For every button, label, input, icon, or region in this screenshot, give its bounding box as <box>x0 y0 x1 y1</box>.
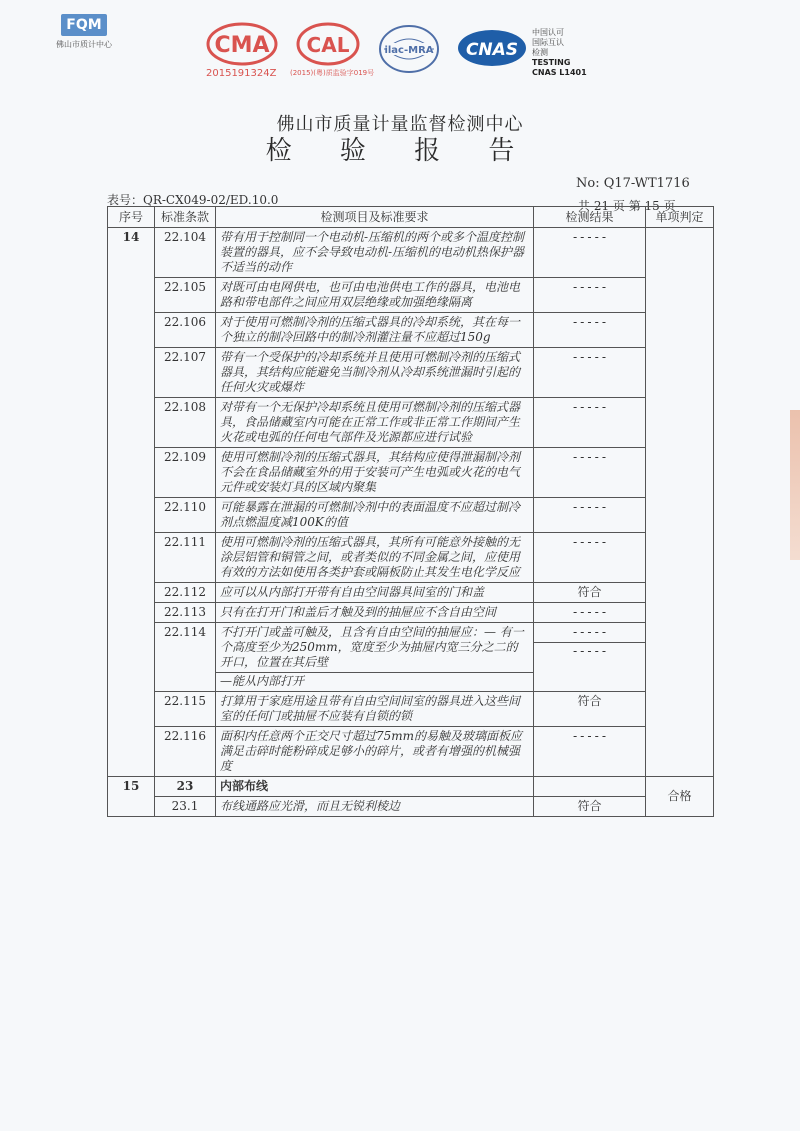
cnas-text-block <box>532 28 587 78</box>
clause-cell: 22.106 <box>155 313 216 348</box>
page-edge-mark <box>790 410 800 560</box>
page-info: 共 21 页 第 15 页 <box>578 199 676 213</box>
clause-cell: 22.111 <box>155 533 216 583</box>
fqm-caption: 佛山市质计中心 <box>56 40 112 49</box>
result-cell <box>534 533 646 583</box>
item-cell <box>216 398 534 448</box>
report-number: No: Q17-WT1716 <box>576 176 690 191</box>
cnas-line-3: 检测 <box>532 48 548 57</box>
svg-text:CNAS: CNAS <box>465 40 519 60</box>
result-text: ----- <box>571 535 608 549</box>
result-text: ----- <box>571 729 608 743</box>
item-subtext: —能从内部打开 <box>216 672 533 689</box>
item-cell <box>216 623 534 692</box>
cal-logo-icon <box>296 22 360 66</box>
item-cell <box>216 603 534 623</box>
item-cell <box>216 797 534 817</box>
result-cell <box>534 777 646 797</box>
result-cell <box>534 278 646 313</box>
item-text: 打算用于家庭用途且带有自由空间间室的器具进入这些间室的任何门或抽屉不应装有自锁的锁 <box>220 694 521 723</box>
item-cell <box>216 498 534 533</box>
result-text: 符合 <box>577 694 602 708</box>
result-cell <box>534 228 646 278</box>
cma-caption: 2015191324Z <box>206 68 277 79</box>
result-text: ----- <box>571 400 608 414</box>
result-text: 符合 <box>577 799 602 813</box>
clause-cell: 22.105 <box>155 278 216 313</box>
table-row <box>108 692 714 727</box>
header-seq: 序号 <box>108 207 155 228</box>
inspection-table <box>107 206 714 817</box>
table-row <box>108 533 714 583</box>
result-text: ----- <box>571 605 608 619</box>
result-text: ----- <box>571 230 608 244</box>
organization-name: 佛山市质量计量监督检测中心 <box>276 114 524 135</box>
cnas-line-1: 中国认可 <box>532 28 564 37</box>
result-cell <box>534 313 646 348</box>
fqm-logo <box>54 14 114 50</box>
clause-cell: 22.110 <box>155 498 216 533</box>
clause-cell: 22.113 <box>155 603 216 623</box>
result-cell <box>534 583 646 603</box>
clause-cell: 22.114 <box>155 623 216 692</box>
result-subtext: ----- <box>534 642 645 659</box>
table-row <box>108 623 714 692</box>
cal-caption: (2015)(粤)质监验字019号 <box>290 69 375 77</box>
verdict-cell <box>646 228 714 777</box>
header-verdict: 单项判定 <box>646 207 714 228</box>
item-cell <box>216 348 534 398</box>
header-clause: 标准条款 <box>155 207 216 228</box>
item-text: 内部布线 <box>220 779 269 793</box>
seq-cell: 14 <box>108 228 155 777</box>
item-cell <box>216 448 534 498</box>
table-row <box>108 797 714 817</box>
clause-cell: 23 <box>155 777 216 797</box>
item-cell <box>216 278 534 313</box>
table-row <box>108 313 714 348</box>
table-row <box>108 228 714 278</box>
item-text: 只有在打开门和盖后才触及到的抽屉应不含自由空间 <box>220 605 497 619</box>
clause-cell: 22.107 <box>155 348 216 398</box>
item-text: 对带有一个无保护冷却系统且使用可燃制冷剂的压缩式器具，食品储藏室内可能在正常工作或非正常工作期间产生火花或电弧的任何电气部件及光源都应进行试验 <box>220 400 521 444</box>
cnas-line-2: 国际互认 <box>532 38 564 47</box>
item-text: 不打开门或盖可触及，且含有自由空间的抽屉应：— 有一个高度至少为250mm，宽度至少为抽屉内宽三分之二的开口，位置在其后壁 <box>220 625 524 669</box>
result-cell <box>534 398 646 448</box>
table-header-row <box>108 207 714 228</box>
cma-logo-icon <box>206 22 278 66</box>
result-cell <box>534 692 646 727</box>
item-text: 对于使用可燃制冷剂的压缩式器具的冷却系统，其在每一个独立的制冷回路中的制冷剂灌注量不应超过150g <box>220 315 521 344</box>
result-cell <box>534 498 646 533</box>
cnas-line-5: CNAS L1401 <box>532 68 587 77</box>
item-text: 面积内任意两个正交尺寸超过75mm的易触及玻璃面板应满足击碎时能粉碎成足够小的碎片，或者有增强的机械强度 <box>220 729 523 773</box>
verdict-cell: 合格 <box>646 777 714 817</box>
table-row <box>108 777 714 797</box>
header-item: 检测项目及标准要求 <box>216 207 534 228</box>
item-text: 带有用于控制同一个电动机-压缩机的两个或多个温度控制装置的器具，应不会导致电动机-压缩机的电动机热保护器不适当的动作 <box>220 230 525 274</box>
table-row <box>108 603 714 623</box>
clause-cell: 22.108 <box>155 398 216 448</box>
result-text: ----- <box>571 625 608 639</box>
result-text: ----- <box>571 315 608 329</box>
report-title: 检 验 报 告 <box>265 136 535 166</box>
result-cell <box>534 348 646 398</box>
item-text: 带有一个受保护的冷却系统并且使用可燃制冷剂的压缩式器具，其结构应能避免当制冷剂从冷却系统泄漏时引起的任何火灾或爆炸 <box>220 350 521 394</box>
clause-cell: 22.115 <box>155 692 216 727</box>
result-text: ----- <box>571 350 608 364</box>
item-cell <box>216 583 534 603</box>
result-cell <box>534 448 646 498</box>
svg-text:CAL: CAL <box>306 33 350 57</box>
item-text: 可能暴露在泄漏的可燃制冷剂中的表面温度不应超过制冷剂点燃温度减100K的值 <box>220 500 521 529</box>
table-row <box>108 348 714 398</box>
item-cell <box>216 313 534 348</box>
table-body <box>108 228 714 817</box>
result-text: ----- <box>571 280 608 294</box>
item-cell <box>216 692 534 727</box>
header-result: 检测结果 <box>534 207 646 228</box>
table-row <box>108 498 714 533</box>
clause-cell: 23.1 <box>155 797 216 817</box>
table-row <box>108 583 714 603</box>
seq-cell: 15 <box>108 777 155 817</box>
table-row <box>108 278 714 313</box>
result-cell <box>534 623 646 692</box>
item-text: 布线通路应光滑，而且无锐利棱边 <box>220 799 401 813</box>
item-text: 使用可燃制冷剂的压缩式器具，其所有可能意外接触的无涂层铝管和铜管之间，或者类似的不同金属之间，应使用有效的方法如使用各类护套或隔板防止其发生电化学反应 <box>220 535 521 579</box>
clause-cell: 22.109 <box>155 448 216 498</box>
svg-text:ilac-MRA: ilac-MRA <box>384 45 434 56</box>
table-row <box>108 398 714 448</box>
form-number: 表号：QR-CX049-02/ED.10.0 <box>107 193 279 207</box>
svg-text:CMA: CMA <box>214 33 270 58</box>
fqm-logo-mark: FQM <box>61 14 107 36</box>
clause-cell: 22.104 <box>155 228 216 278</box>
item-cell <box>216 533 534 583</box>
result-cell <box>534 603 646 623</box>
result-cell <box>534 797 646 817</box>
result-text: ----- <box>571 500 608 514</box>
result-text: ----- <box>571 450 608 464</box>
clause-cell: 22.116 <box>155 727 216 777</box>
item-cell <box>216 228 534 278</box>
table-row <box>108 448 714 498</box>
table-row <box>108 727 714 777</box>
item-text: 对既可由电网供电，也可由电池供电工作的器具，电池电路和带电部件之间应用双层绝缘或加强绝缘隔离 <box>220 280 521 309</box>
cnas-line-4: TESTING <box>532 58 571 67</box>
result-cell <box>534 727 646 777</box>
clause-cell: 22.112 <box>155 583 216 603</box>
item-cell <box>216 777 534 797</box>
item-text: 使用可燃制冷剂的压缩式器具，其结构应使得泄漏制冷剂不会在食品储藏室外的用于安装可产生电弧或火花的电气元件或安装灯具的区域内聚集 <box>220 450 521 494</box>
item-text: 应可以从内部打开带有自由空间器具间室的门和盖 <box>220 585 485 599</box>
ilac-mra-logo-icon <box>378 24 440 74</box>
cnas-logo-icon <box>456 28 528 68</box>
item-cell <box>216 727 534 777</box>
result-text: 符合 <box>577 585 602 599</box>
